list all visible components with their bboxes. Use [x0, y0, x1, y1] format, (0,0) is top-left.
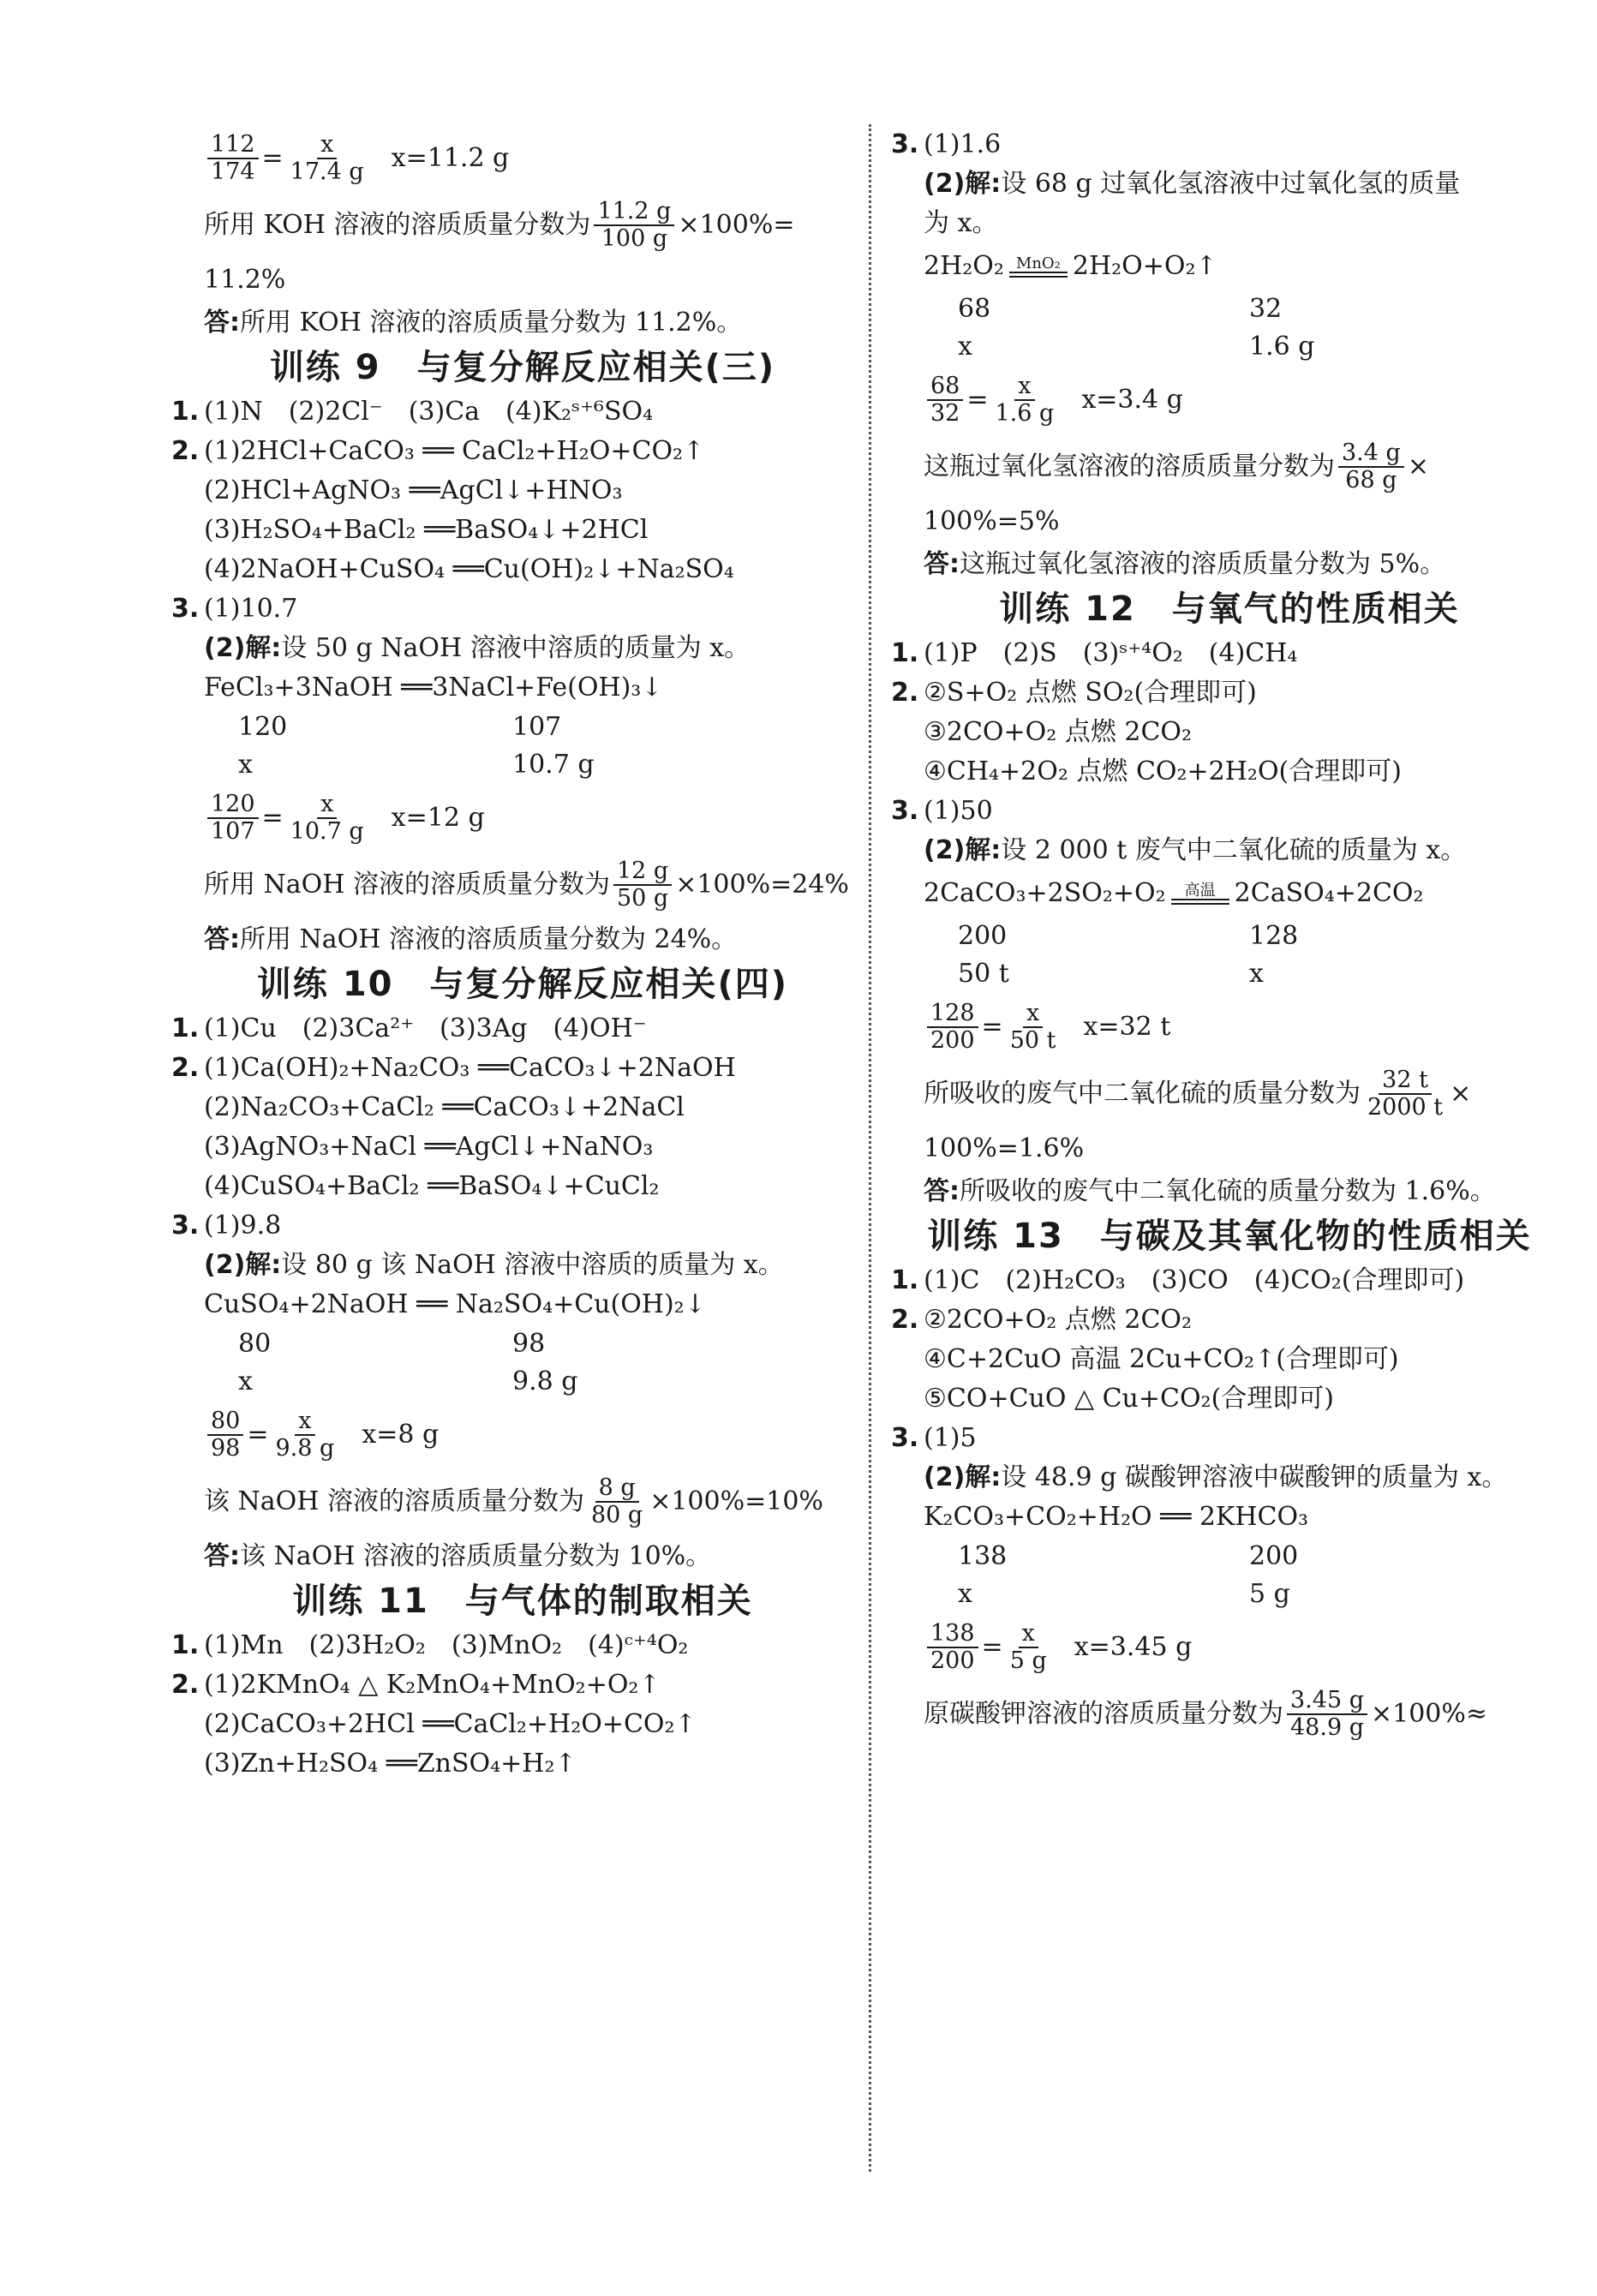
fraction-numerator: 68	[927, 374, 963, 401]
line-s	[171, 1290, 874, 1319]
answer-text: (1)5	[924, 1423, 977, 1453]
line-s	[891, 1503, 1568, 1532]
ratio-value: x	[238, 750, 253, 780]
question-answer	[171, 437, 874, 466]
line-s	[891, 1345, 1568, 1374]
products: 2H₂O+O₂↑	[1072, 251, 1217, 281]
answer-text: (1)9.8	[204, 1211, 282, 1241]
line-row	[891, 295, 1568, 324]
question-answer	[891, 1306, 1568, 1335]
fraction	[1287, 1688, 1367, 1741]
equation-result: x=32 t	[1083, 1012, 1171, 1042]
condition-text: 高温	[1184, 881, 1216, 900]
line-s	[171, 1133, 874, 1162]
fraction	[207, 132, 259, 185]
equals-sign: =	[966, 385, 989, 415]
fraction-denominator: 98	[211, 1435, 241, 1462]
ratio-value: 80	[238, 1329, 272, 1359]
fraction-numerator: 12 g	[613, 858, 672, 886]
answer-text: (2)Na₂CO₃+CaCl₂ ══CaCO₃↓+2NaCl	[204, 1092, 685, 1122]
fraction-denominator: 50 g	[616, 885, 669, 912]
section-heading: 训练 11 与气体的制取相关	[292, 1581, 753, 1621]
question-number: 3.	[171, 594, 200, 624]
condition-text: MnO₂	[1015, 254, 1061, 272]
line-frac_eq	[891, 1001, 1568, 1054]
answer-text: ×	[1407, 451, 1429, 481]
fraction-numerator: 3.45 g	[1287, 1688, 1367, 1715]
line-s	[171, 1749, 874, 1779]
fraction	[207, 1408, 243, 1462]
equals-bar	[1171, 899, 1229, 905]
answer-text: (3)Zn+H₂SO₄ ══ZnSO₄+H₂↑	[204, 1749, 577, 1779]
line-s	[171, 1093, 874, 1122]
answer-label: 答:	[204, 308, 240, 338]
fraction	[1007, 1001, 1060, 1054]
answer-text: 这瓶过氧化氢溶液的溶质质量分数为 5%。	[960, 549, 1446, 579]
fraction-denominator: 107	[211, 818, 255, 845]
fraction-numerator: x	[1019, 1621, 1038, 1648]
ratio-value: 1.6 g	[1249, 332, 1315, 362]
question-answer	[891, 639, 1568, 668]
fraction-numerator: x	[317, 132, 337, 159]
question-answer	[171, 1671, 874, 1700]
question-number: 2.	[171, 1670, 200, 1700]
fraction-denominator: 9.8 g	[275, 1435, 335, 1462]
answer-text: (3)H₂SO₄+BaCl₂ ══BaSO₄↓+2HCl	[204, 515, 649, 545]
answer-text: (1)Cu (2)3Ca²⁺ (3)3Ag (4)OH⁻	[204, 1013, 647, 1043]
question-number: 1.	[891, 1265, 919, 1295]
answer-text: 100%=5%	[924, 506, 1060, 536]
solution-label: (2)解:	[204, 633, 282, 663]
line-text	[891, 1688, 1568, 1741]
answer-text: ③2CO+O₂ 点燃 2CO₂	[924, 717, 1193, 747]
fraction-denominator: 5 g	[1009, 1647, 1047, 1674]
answer-text: 为 x。	[924, 208, 998, 238]
ratio-value: x	[958, 1579, 972, 1609]
question-answer	[171, 1211, 874, 1241]
line-s	[171, 673, 874, 703]
fraction-numerator: 3.4 g	[1338, 440, 1404, 468]
answer-text: (1)2HCl+CaCO₃ ══ CaCl₂+H₂O+CO₂↑	[204, 436, 705, 466]
equals-bar	[1009, 272, 1068, 278]
ratio-value: 5 g	[1249, 1579, 1290, 1609]
fraction-denominator: 17.4 g	[290, 158, 364, 185]
line-text	[171, 1475, 874, 1528]
solution-text: 设 80 g 该 NaOH 溶液中溶质的质量为 x。	[281, 1250, 784, 1280]
line-s	[891, 209, 1568, 238]
fraction	[927, 1621, 978, 1674]
equals-sign: =	[261, 803, 284, 833]
fraction-numerator: 128	[927, 1001, 978, 1028]
fraction-numerator: 120	[207, 792, 259, 819]
fraction-numerator: 11.2 g	[594, 199, 674, 226]
products: 2CaSO₄+2CO₂	[1234, 878, 1424, 908]
answer-text: ×100%≈	[1370, 1699, 1488, 1729]
equation-result: x=3.4 g	[1081, 385, 1183, 415]
fraction	[613, 858, 672, 912]
ratio-value: 138	[958, 1541, 1008, 1571]
answer-text: ④CH₄+2O₂ 点燃 CO₂+2H₂O(合理即可)	[924, 756, 1402, 786]
fraction	[1007, 1621, 1050, 1674]
line-row	[171, 1330, 874, 1359]
line-sol	[891, 836, 1568, 865]
ratio-value: x	[238, 1366, 253, 1396]
equation-result: x=11.2 g	[391, 143, 510, 173]
fraction	[594, 199, 674, 252]
line-row	[891, 332, 1568, 362]
question-number: 1.	[891, 638, 919, 668]
fraction-denominator: 80 g	[590, 1502, 643, 1528]
solution-label: (2)解:	[204, 1250, 282, 1280]
question-answer	[891, 1266, 1568, 1295]
line-frac_eq	[891, 1621, 1568, 1674]
answer-text: ②S+O₂ 点燃 SO₂(合理即可)	[924, 678, 1257, 708]
line-text	[171, 858, 874, 912]
answer-label: 答:	[924, 549, 960, 579]
line-frac_eq	[171, 792, 874, 845]
answer-text: (1)2KMnO₄ △ K₂MnO₄+MnO₂+O₂↑	[204, 1670, 661, 1700]
fraction-numerator: 32 t	[1379, 1067, 1432, 1095]
question-number: 1.	[171, 1013, 200, 1043]
answer-text: ×100%=24%	[675, 870, 849, 900]
fraction-denominator: 200	[930, 1647, 975, 1674]
ratio-value: 68	[958, 294, 991, 324]
solution-label: (2)解:	[924, 169, 1002, 199]
section-heading: 训练 12 与氧气的性质相关	[999, 589, 1460, 629]
answer-text: (4)CuSO₄+BaCl₂ ══BaSO₄↓+CuCl₂	[204, 1171, 660, 1201]
fraction	[287, 792, 368, 845]
answer-text: 所用 NaOH 溶液的溶质质量分数为	[204, 870, 610, 900]
answer-label: 答:	[204, 924, 240, 954]
question-number: 2.	[891, 1305, 919, 1335]
line-row	[891, 1580, 1568, 1609]
answer-text: 11.2%	[204, 265, 286, 295]
ratio-value: 9.8 g	[512, 1366, 578, 1396]
line-s	[171, 516, 874, 545]
answer-text: (2)HCl+AgNO₃ ══AgCl↓+HNO₃	[204, 475, 623, 505]
line-text	[891, 507, 1568, 536]
answer-text: K₂CO₃+CO₂+H₂O ══ 2KHCO₃	[924, 1502, 1309, 1532]
line-ans	[171, 308, 874, 338]
fraction	[207, 792, 259, 845]
line-s	[171, 1710, 874, 1739]
answer-text: 所吸收的废气中二氧化硫的质量分数为	[924, 1079, 1361, 1109]
question-number: 2.	[171, 1053, 200, 1083]
fraction	[588, 1475, 646, 1528]
line-row	[891, 922, 1568, 951]
ratio-value: 107	[512, 712, 562, 742]
fraction-denominator: 2000 t	[1367, 1094, 1444, 1121]
answer-text: 该 NaOH 溶液的溶质质量分数为	[204, 1486, 584, 1516]
line-s	[891, 718, 1568, 747]
fraction-denominator: 1.6 g	[995, 400, 1055, 427]
ratio-value: 98	[512, 1329, 546, 1359]
ratio-value: 120	[238, 712, 288, 742]
reactants: 2CaCO₃+2SO₂+O₂	[924, 878, 1166, 908]
equation-result: x=12 g	[391, 803, 485, 833]
line-frac_eq	[171, 1408, 874, 1462]
line-s	[171, 555, 874, 584]
ratio-value: 32	[1249, 294, 1283, 324]
fraction-denominator: 100 g	[601, 225, 668, 252]
right-column	[891, 120, 1568, 1755]
line-text	[891, 1067, 1568, 1121]
reaction-condition	[1171, 883, 1229, 905]
column-divider	[869, 124, 871, 2172]
answer-text: 原碳酸钾溶液的溶质质量分数为	[924, 1699, 1283, 1729]
line-rx	[891, 252, 1568, 281]
ratio-value: 200	[1249, 1541, 1299, 1571]
question-number: 3.	[171, 1211, 200, 1241]
ratio-value: 10.7 g	[512, 750, 595, 780]
section-heading: 训练 10 与复分解反应相关(四)	[256, 965, 789, 1004]
answer-text: CuSO₄+2NaOH ══ Na₂SO₄+Cu(OH)₂↓	[204, 1289, 706, 1319]
line-row	[171, 750, 874, 780]
answer-text: FeCl₃+3NaOH ══3NaCl+Fe(OH)₃↓	[204, 673, 663, 703]
equals-sign: =	[981, 1632, 1003, 1662]
answer-text: (2)CaCO₃+2HCl ══CaCl₂+H₂O+CO₂↑	[204, 1709, 697, 1739]
line-rx	[891, 879, 1568, 908]
fraction	[927, 374, 963, 427]
question-number: 1.	[171, 397, 200, 427]
equation-result: x=3.45 g	[1074, 1632, 1193, 1662]
left-column	[171, 120, 874, 1789]
answer-text: (1)P (2)S (3)ˢ⁺⁴O₂ (4)CH₄	[924, 638, 1298, 668]
question-number: 1.	[171, 1630, 200, 1660]
solution-text: 设 68 g 过氧化氢溶液中过氧化氢的质量	[1001, 169, 1461, 199]
line-s	[891, 757, 1568, 786]
question-answer	[891, 130, 1568, 159]
line-row	[891, 1542, 1568, 1571]
question-answer	[171, 595, 874, 624]
line-frac_eq	[171, 132, 874, 185]
ratio-value: 200	[958, 921, 1008, 951]
line-text	[171, 266, 874, 295]
equals-sign: =	[981, 1012, 1003, 1042]
fraction-denominator: 50 t	[1009, 1027, 1056, 1054]
fraction-numerator: 112	[207, 132, 259, 159]
fraction	[1364, 1067, 1446, 1121]
answer-text: ②2CO+O₂ 点燃 2CO₂	[924, 1305, 1193, 1335]
line-frac_eq	[891, 374, 1568, 427]
question-answer	[891, 797, 1568, 826]
question-number: 2.	[891, 678, 919, 708]
answer-text: (1)N (2)2Cl⁻ (3)Ca (4)K₂ˢ⁺⁶SO₄	[204, 397, 654, 427]
line-text	[171, 199, 874, 252]
equals-sign: =	[261, 143, 284, 173]
fraction-numerator: x	[1023, 1001, 1043, 1028]
question-answer	[171, 1014, 874, 1043]
answer-label: 答:	[924, 1176, 960, 1206]
section-heading: 训练 13 与碳及其氧化物的性质相关	[927, 1217, 1532, 1256]
line-s	[891, 1384, 1568, 1414]
answer-text: 所用 KOH 溶液的溶质质量分数为	[204, 210, 591, 240]
line-ans	[891, 550, 1568, 579]
line-row	[891, 960, 1568, 989]
section-heading: 训练 9 与复分解反应相关(三)	[269, 348, 776, 387]
answer-text: (1)Ca(OH)₂+Na₂CO₃ ══CaCO₃↓+2NaOH	[204, 1053, 736, 1083]
line-ans	[171, 1542, 874, 1571]
fraction-numerator: 80	[207, 1408, 243, 1436]
ratio-value: x	[1249, 959, 1264, 989]
solution-label: (2)解:	[924, 835, 1002, 865]
question-number: 2.	[171, 436, 200, 466]
fraction-numerator: 138	[927, 1621, 978, 1648]
fraction-numerator: 8 g	[595, 1475, 639, 1503]
answer-text: ⑤CO+CuO △ Cu+CO₂(合理即可)	[924, 1384, 1334, 1414]
question-answer	[891, 1424, 1568, 1453]
fraction	[1338, 440, 1404, 493]
line-sol	[891, 1463, 1568, 1492]
answer-text: (1)Mn (2)3H₂O₂ (3)MnO₂ (4)ᶜ⁺⁴O₂	[204, 1630, 689, 1660]
line-text	[891, 440, 1568, 493]
line-s	[171, 1172, 874, 1201]
ratio-value: x	[958, 332, 972, 362]
fraction-denominator: 48.9 g	[1290, 1714, 1364, 1741]
answer-text: ×100%=	[678, 210, 795, 240]
line-s	[171, 476, 874, 505]
fraction	[287, 132, 368, 185]
fraction-denominator: 68 g	[1345, 467, 1397, 493]
question-answer	[171, 1631, 874, 1660]
fraction-denominator: 200	[930, 1027, 975, 1054]
question-answer	[171, 398, 874, 427]
answer-text: (1)1.6	[924, 129, 1002, 159]
answer-text: ×100%=10%	[649, 1486, 823, 1516]
fraction-denominator: 32	[930, 400, 960, 427]
fraction-denominator: 174	[211, 158, 255, 185]
equals-sign: =	[247, 1420, 269, 1450]
line-sol	[891, 170, 1568, 199]
answer-text: 这瓶过氧化氢溶液的溶质质量分数为	[924, 451, 1335, 481]
question-number: 3.	[891, 1423, 919, 1453]
answer-text: 所吸收的废气中二氧化硫的质量分数为 1.6%。	[960, 1176, 1496, 1206]
reaction-condition	[1009, 256, 1068, 278]
question-number: 3.	[891, 796, 919, 826]
line-row	[171, 713, 874, 742]
solution-text: 设 50 g NaOH 溶液中溶质的质量为 x。	[281, 633, 751, 663]
line-text	[891, 1134, 1568, 1163]
answer-text: 100%=1.6%	[924, 1133, 1085, 1163]
answer-text: ×	[1450, 1079, 1472, 1109]
line-sol	[171, 1251, 874, 1280]
ratio-value: 128	[1249, 921, 1299, 951]
answer-text: (4)2NaOH+CuSO₄ ══Cu(OH)₂↓+Na₂SO₄	[204, 554, 734, 584]
line-ans	[171, 925, 874, 954]
question-answer	[171, 1054, 874, 1083]
answer-text: (1)C (2)H₂CO₃ (3)CO (4)CO₂(合理即可)	[924, 1265, 1465, 1295]
fraction	[927, 1001, 978, 1054]
fraction-numerator: x	[317, 792, 337, 819]
answer-text: 所用 KOH 溶液的溶质质量分数为 11.2%。	[240, 308, 743, 338]
answer-text: (1)10.7	[204, 594, 298, 624]
reactants: 2H₂O₂	[924, 251, 1004, 281]
fraction-numerator: x	[295, 1408, 314, 1436]
line-ans	[891, 1177, 1568, 1206]
answer-text: 所用 NaOH 溶液的溶质质量分数为 24%。	[240, 924, 738, 954]
fraction	[272, 1408, 338, 1462]
question-number: 3.	[891, 129, 919, 159]
fraction	[992, 374, 1058, 427]
answer-label: 答:	[204, 1541, 240, 1571]
solution-text: 设 48.9 g 碳酸钾溶液中碳酸钾的质量为 x。	[1001, 1462, 1508, 1492]
line-row	[171, 1367, 874, 1396]
answer-text: ④C+2CuO 高温 2Cu+CO₂↑(合理即可)	[924, 1344, 1399, 1374]
fraction-denominator: 10.7 g	[290, 818, 364, 845]
answer-text: (1)50	[924, 796, 993, 826]
equation-result: x=8 g	[362, 1420, 440, 1450]
solution-label: (2)解:	[924, 1462, 1002, 1492]
solution-text: 设 2 000 t 废气中二氧化硫的质量为 x。	[1001, 835, 1467, 865]
ratio-value: 50 t	[958, 959, 1009, 989]
line-sol	[171, 634, 874, 663]
fraction-numerator: x	[1014, 374, 1034, 401]
answer-text: (3)AgNO₃+NaCl ══AgCl↓+NaNO₃	[204, 1132, 654, 1162]
answer-text: 该 NaOH 溶液的溶质质量分数为 10%。	[240, 1541, 712, 1571]
question-answer	[891, 679, 1568, 708]
